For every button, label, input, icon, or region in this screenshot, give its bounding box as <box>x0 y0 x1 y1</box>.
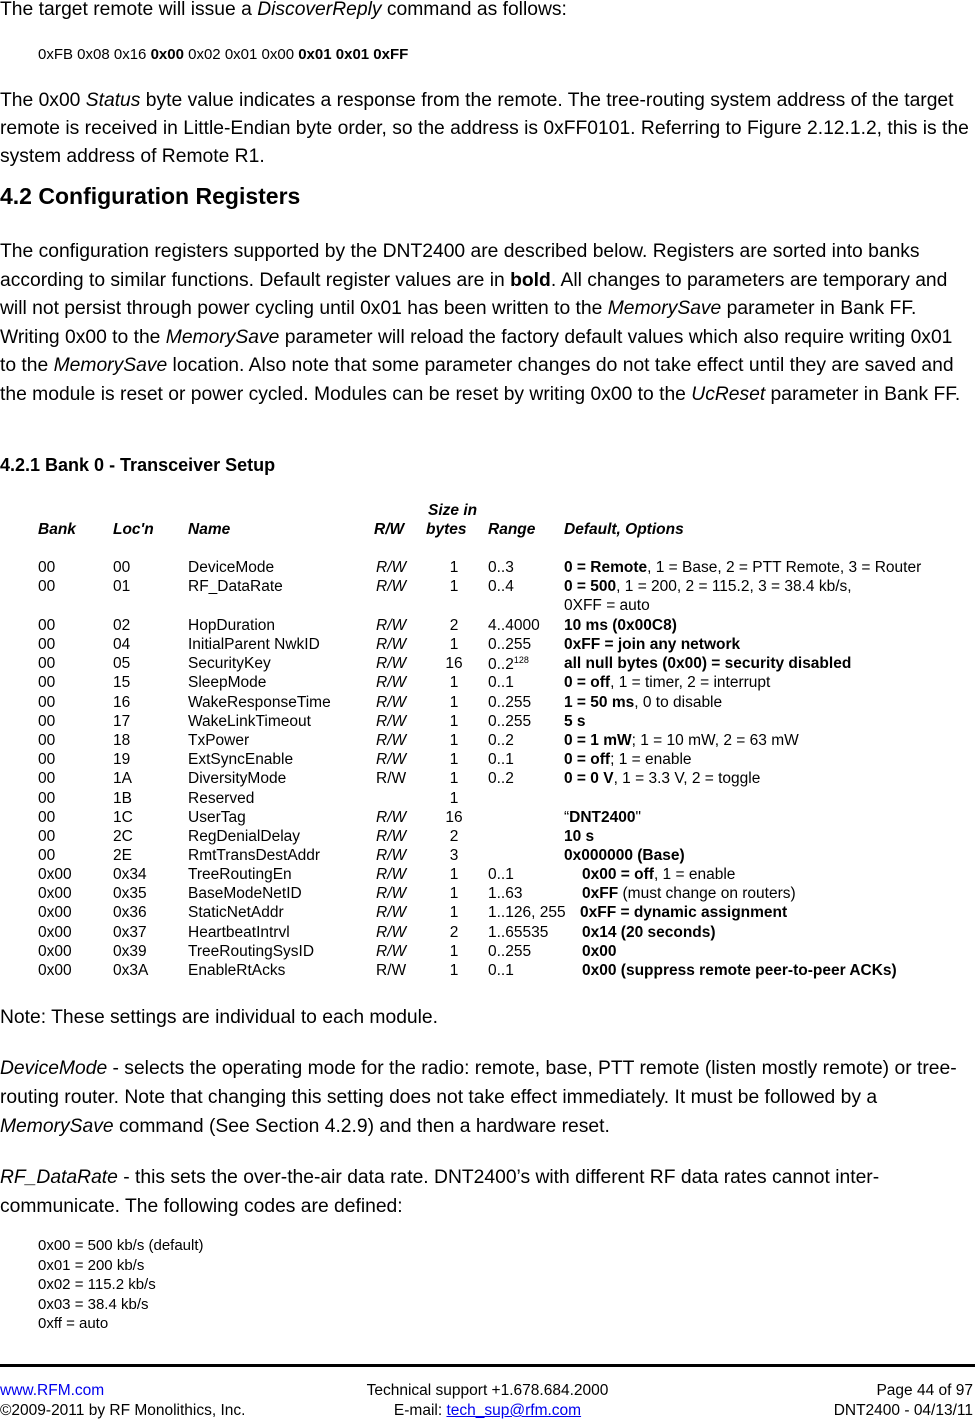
cell-location: 15 <box>113 674 131 691</box>
table-row <box>0 751 975 770</box>
cell-size: 1 <box>449 694 459 711</box>
cell-default: 10 s <box>564 828 595 845</box>
cell-size: 1 <box>449 578 459 595</box>
cell-size: 2 <box>449 828 459 845</box>
cell-range: 0..1 <box>488 751 514 768</box>
rfdatarate-paragraph: RF_DataRate - this sets the over-the-air data rate. DNT2400’s with different RF data rates cannot inter-communicate. The following codes are defined: <box>0 1167 880 1217</box>
subsection-heading: 4.2.1 Bank 0 - Transceiver Setup <box>0 455 276 475</box>
cell-name: InitialParent NwkID <box>188 636 320 653</box>
cell-bank: 0x00 <box>38 943 72 960</box>
cell-size: 1 <box>449 713 459 730</box>
intro-line <box>0 0 972 24</box>
cell-rw: R/W <box>376 617 407 634</box>
cell-range: 0..255 <box>488 636 532 653</box>
cell-range: 1..63 <box>488 885 523 902</box>
cell-default: 0 = 1 mW; 1 = 10 mW, 2 = 63 mW <box>564 732 799 749</box>
cell-size: 1 <box>449 790 459 807</box>
cell-rw: R/W <box>376 694 407 711</box>
footer-divider <box>0 1364 975 1367</box>
cell-name: RegDenialDelay <box>188 828 301 845</box>
support-email-line: E-mail: tech_sup@rfm.com <box>393 1402 582 1419</box>
page-number: Page 44 of 97 <box>876 1382 973 1399</box>
cell-bank: 00 <box>38 751 56 768</box>
cell-location: 01 <box>113 578 131 595</box>
cell-default: 0x000000 (Base) <box>564 847 685 864</box>
cell-bank: 00 <box>38 809 56 826</box>
config-paragraph: The configuration registers supported by the DNT2400 are described below. Registers are sorted into banks according to similar functions. Default register values are in bold. All changes to parameters are temporary and will not persist through power cycling until 0x01 has been written to the MemorySave parameter in Bank FF. Writing 0x00 to the MemorySave parameter will reload the factory default values which also require writing 0x01 to the MemorySave location. Also note that some parameter changes do not take effect until they are saved and the module is reset or power cycled. Modules can be reset by writing 0x00 to the UcReset parameter in Bank FF. <box>0 241 961 405</box>
cell-size: 1 <box>449 674 459 691</box>
cell-location: 19 <box>113 751 131 768</box>
cell-range: 0..255 <box>488 943 532 960</box>
table-row <box>0 924 975 943</box>
cell-name: ExtSyncEnable <box>188 751 294 768</box>
cell-range: 0..1 <box>488 962 514 979</box>
cell-location: 0x3A <box>113 962 149 979</box>
cell-name: BaseModeNetID <box>188 885 302 902</box>
table-row <box>0 713 975 732</box>
header-bank: Bank <box>38 521 76 538</box>
cell-location: 04 <box>113 636 131 653</box>
section-heading: 4.2 Configuration Registers <box>0 183 301 209</box>
cell-range: 0..1 <box>488 674 514 691</box>
cell-default: 0 = 0 V, 1 = 3.3 V, 2 = toggle <box>564 770 761 787</box>
cell-size: 1 <box>449 943 459 960</box>
table-row <box>0 885 975 904</box>
cell-name: HeartbeatIntrvl <box>188 924 290 941</box>
command-bytes: 0xFB 0x08 0x16 0x00 0x02 0x01 0x00 0x01 0x01 0xFF <box>38 46 409 63</box>
cell-default: 5 s <box>564 713 586 730</box>
table-row <box>0 904 975 923</box>
table-row <box>0 694 975 713</box>
cell-bank: 00 <box>38 694 56 711</box>
cell-bank: 00 <box>38 847 56 864</box>
table-row <box>0 828 975 847</box>
cell-size: 1 <box>449 751 459 768</box>
cell-location: 0x37 <box>113 924 147 941</box>
cell-location: 0x34 <box>113 866 147 883</box>
cell-bank: 00 <box>38 655 56 672</box>
cell-name: TreeRoutingSysID <box>188 943 315 960</box>
cell-range: 1..65535 <box>488 924 549 941</box>
cell-name: WakeLinkTimeout <box>188 713 311 730</box>
cell-default: 0xFF = join any network <box>564 636 741 653</box>
header-range: Range <box>488 521 536 538</box>
table-row <box>0 655 975 674</box>
table-row <box>0 809 975 828</box>
cell-rw: R/W <box>376 559 407 576</box>
support-phone: Technical support +1.678.684.2000 <box>366 1382 609 1399</box>
cell-name: SecurityKey <box>188 655 271 672</box>
cell-name: WakeResponseTime <box>188 694 331 711</box>
note: Note: These settings are individual to each module. <box>0 1007 439 1028</box>
cell-default: 0xFF (must change on routers) <box>582 885 796 902</box>
cell-default: “DNT2400" <box>564 809 642 826</box>
cell-bank: 00 <box>38 578 56 595</box>
cell-rw: R/W <box>376 674 407 691</box>
cell-location: 0x35 <box>113 885 147 902</box>
cell-location: 0x39 <box>113 943 147 960</box>
copyright: ©2009-2011 by RF Monolithics, Inc. <box>0 1402 246 1419</box>
cell-rw: R/W <box>376 924 407 941</box>
cell-bank: 00 <box>38 770 56 787</box>
cell-name: RmtTransDestAddr <box>188 847 321 864</box>
intro-text: The target remote will issue a <box>0 0 258 20</box>
cell-location: 0x36 <box>113 904 147 921</box>
cell-name: Reserved <box>188 790 255 807</box>
cell-range: 0..2 <box>488 770 514 787</box>
header-size-line1: Size in <box>428 502 478 519</box>
cell-location: 02 <box>113 617 131 634</box>
table-row-continuation <box>0 597 975 616</box>
cell-bank: 00 <box>38 674 56 691</box>
cell-default: 0 = Remote, 1 = Base, 2 = PTT Remote, 3 = Router <box>564 559 922 576</box>
cell-name: RF_DataRate <box>188 578 283 595</box>
cell-rw: R/W <box>376 866 407 883</box>
cell-size: 3 <box>449 847 459 864</box>
cell-rw: R/W <box>376 636 407 653</box>
table-row <box>0 847 975 866</box>
cell-bank: 00 <box>38 732 56 749</box>
cell-name: HopDuration <box>188 617 276 634</box>
cell-default: 0x00 <box>582 943 617 960</box>
cell-location: 1B <box>113 790 132 807</box>
status-paragraph: The 0x00 Status byte value indicates a response from the remote. The tree-routing system address of the target remote is received in Little-Endian byte order, so the address is 0xFF0101. Referring to Figure 2.12.1.2, this is the system address of Remote R1. <box>0 90 969 167</box>
cell-rw: R/W <box>376 770 407 787</box>
cell-location: 00 <box>113 559 131 576</box>
cell-rw: R/W <box>376 751 407 768</box>
table-row <box>0 962 975 981</box>
list-item: 0x02 = 115.2 kb/s <box>38 1276 156 1293</box>
cell-name: DiversityMode <box>188 770 287 787</box>
header-size-line2: bytes <box>426 521 467 538</box>
cell-default: 1 = 50 ms, 0 to disable <box>564 694 723 711</box>
cell-bank: 00 <box>38 617 56 634</box>
cell-range: 0..1 <box>488 866 514 883</box>
cell-bank: 0x00 <box>38 885 72 902</box>
cell-rw: R/W <box>376 962 407 979</box>
devicemode-paragraph: DeviceMode - selects the operating mode for the radio: remote, base, PTT remote (listen mostly remote) or tree-routing router. Note that changing this setting does not take effect immediately. It must be followed by a MemorySave command (See Section 4.2.9) and then a hardware reset. <box>0 1058 957 1137</box>
table-row <box>0 770 975 789</box>
list-item: 0x03 = 38.4 kb/s <box>38 1295 149 1313</box>
cell-rw: R/W <box>376 655 407 672</box>
cell-default: 0 = off; 1 = enable <box>564 751 692 768</box>
cell-range: 0..255 <box>488 713 532 730</box>
cell-location: 16 <box>113 694 131 711</box>
cell-rw: R/W <box>376 578 407 595</box>
cell-location: 18 <box>113 732 131 749</box>
table-row <box>0 943 975 962</box>
cell-rw: R/W <box>376 828 407 845</box>
cell-size: 1 <box>449 559 459 576</box>
cell-range: 0..4 <box>488 578 514 595</box>
cell-bank: 00 <box>38 636 56 653</box>
cell-name: SleepMode <box>188 674 267 691</box>
cell-bank: 00 <box>38 713 56 730</box>
cell-size: 1 <box>449 770 459 787</box>
cell-default: 0x14 (20 seconds) <box>582 924 716 941</box>
cell-bank: 0x00 <box>38 924 72 941</box>
table-row <box>0 617 975 636</box>
cell-location: 1A <box>113 770 132 787</box>
cell-name: TreeRoutingEn <box>188 866 292 883</box>
cell-default: 0x00 (suppress remote peer-to-peer ACKs) <box>582 962 897 979</box>
cell-location: 2C <box>113 828 133 845</box>
cell-name: DeviceMode <box>188 559 275 576</box>
cell-size: 1 <box>449 962 459 979</box>
email-link[interactable]: tech_sup@rfm.com <box>446 1402 582 1419</box>
cell-bank: 00 <box>38 790 56 807</box>
cell-default: all null bytes (0x00) = security disabled <box>564 655 852 672</box>
cell-default: 0x00 = off, 1 = enable <box>582 866 736 883</box>
cell-default: 0 = off, 1 = timer, 2 = interrupt <box>564 674 771 691</box>
cell-default: 10 ms (0x00C8) <box>564 617 677 634</box>
cell-rw: R/W <box>376 713 407 730</box>
cell-size: 1 <box>449 904 459 921</box>
cell-rw: R/W <box>376 885 407 902</box>
cell-name: TxPower <box>188 732 250 749</box>
cell-rw: R/W <box>376 943 407 960</box>
cell-default: 0XFF = auto <box>564 597 650 614</box>
cell-bank: 00 <box>38 559 56 576</box>
list-item: 0xff = auto <box>38 1315 109 1332</box>
cell-range: 0..3 <box>488 559 514 576</box>
cell-range: 4..4000 <box>488 617 540 634</box>
cell-size: 1 <box>449 885 459 902</box>
cell-range: 0..255 <box>488 694 532 711</box>
cell-size: 2 <box>449 617 459 634</box>
list-item: 0x00 = 500 kb/s (default) <box>38 1237 204 1254</box>
cell-size: 1 <box>449 636 459 653</box>
list-item: 0x01 = 200 kb/s <box>38 1256 145 1274</box>
cell-rw: R/W <box>376 809 407 826</box>
website-link[interactable]: www.RFM.com <box>0 1382 105 1399</box>
cell-name: StaticNetAddr <box>188 904 284 921</box>
table-row <box>0 636 975 655</box>
table-row <box>0 866 975 885</box>
table-row <box>0 732 975 751</box>
cell-bank: 0x00 <box>38 866 72 883</box>
cell-location: 1C <box>113 809 133 826</box>
cell-bank: 0x00 <box>38 962 72 979</box>
cell-bank: 00 <box>38 828 56 845</box>
cell-default: 0 = 500, 1 = 200, 2 = 115.2, 3 = 38.4 kb/s, <box>564 578 852 595</box>
header-rw: R/W <box>374 521 405 538</box>
cell-location: 17 <box>113 713 131 730</box>
cell-rw: R/W <box>376 847 407 864</box>
cell-size: 16 <box>445 809 463 826</box>
doc-id: DNT2400 - 04/13/11 <box>833 1402 973 1419</box>
cell-location: 05 <box>113 655 131 672</box>
table-row <box>0 790 975 809</box>
cell-range: 0..2$^{128}$ <box>488 655 529 674</box>
command-name: DiscoverReply <box>257 0 382 20</box>
cell-default: 0xFF = dynamic assignment <box>580 904 788 921</box>
cell-rw: R/W <box>376 904 407 921</box>
header-default: Default, Options <box>564 521 684 538</box>
cell-location: 2E <box>113 847 132 864</box>
cell-size: 1 <box>449 732 459 749</box>
table-row <box>0 674 975 693</box>
cell-range: 0..2 <box>488 732 514 749</box>
cell-bank: 0x00 <box>38 904 72 921</box>
cell-rw: R/W <box>376 732 407 749</box>
cell-range: 1..126, 255 <box>488 904 566 921</box>
table-row <box>0 559 975 578</box>
cell-name: EnableRtAcks <box>188 962 286 979</box>
cell-name: UserTag <box>188 809 246 826</box>
table-row <box>0 578 975 597</box>
cell-size: 16 <box>445 655 463 672</box>
cell-size: 1 <box>449 866 459 883</box>
header-location: Loc'n <box>113 521 154 538</box>
rate-code-list <box>38 1236 204 1334</box>
intro-text: command as follows: <box>381 0 567 20</box>
cell-size: 2 <box>449 924 459 941</box>
header-name: Name <box>188 521 231 538</box>
